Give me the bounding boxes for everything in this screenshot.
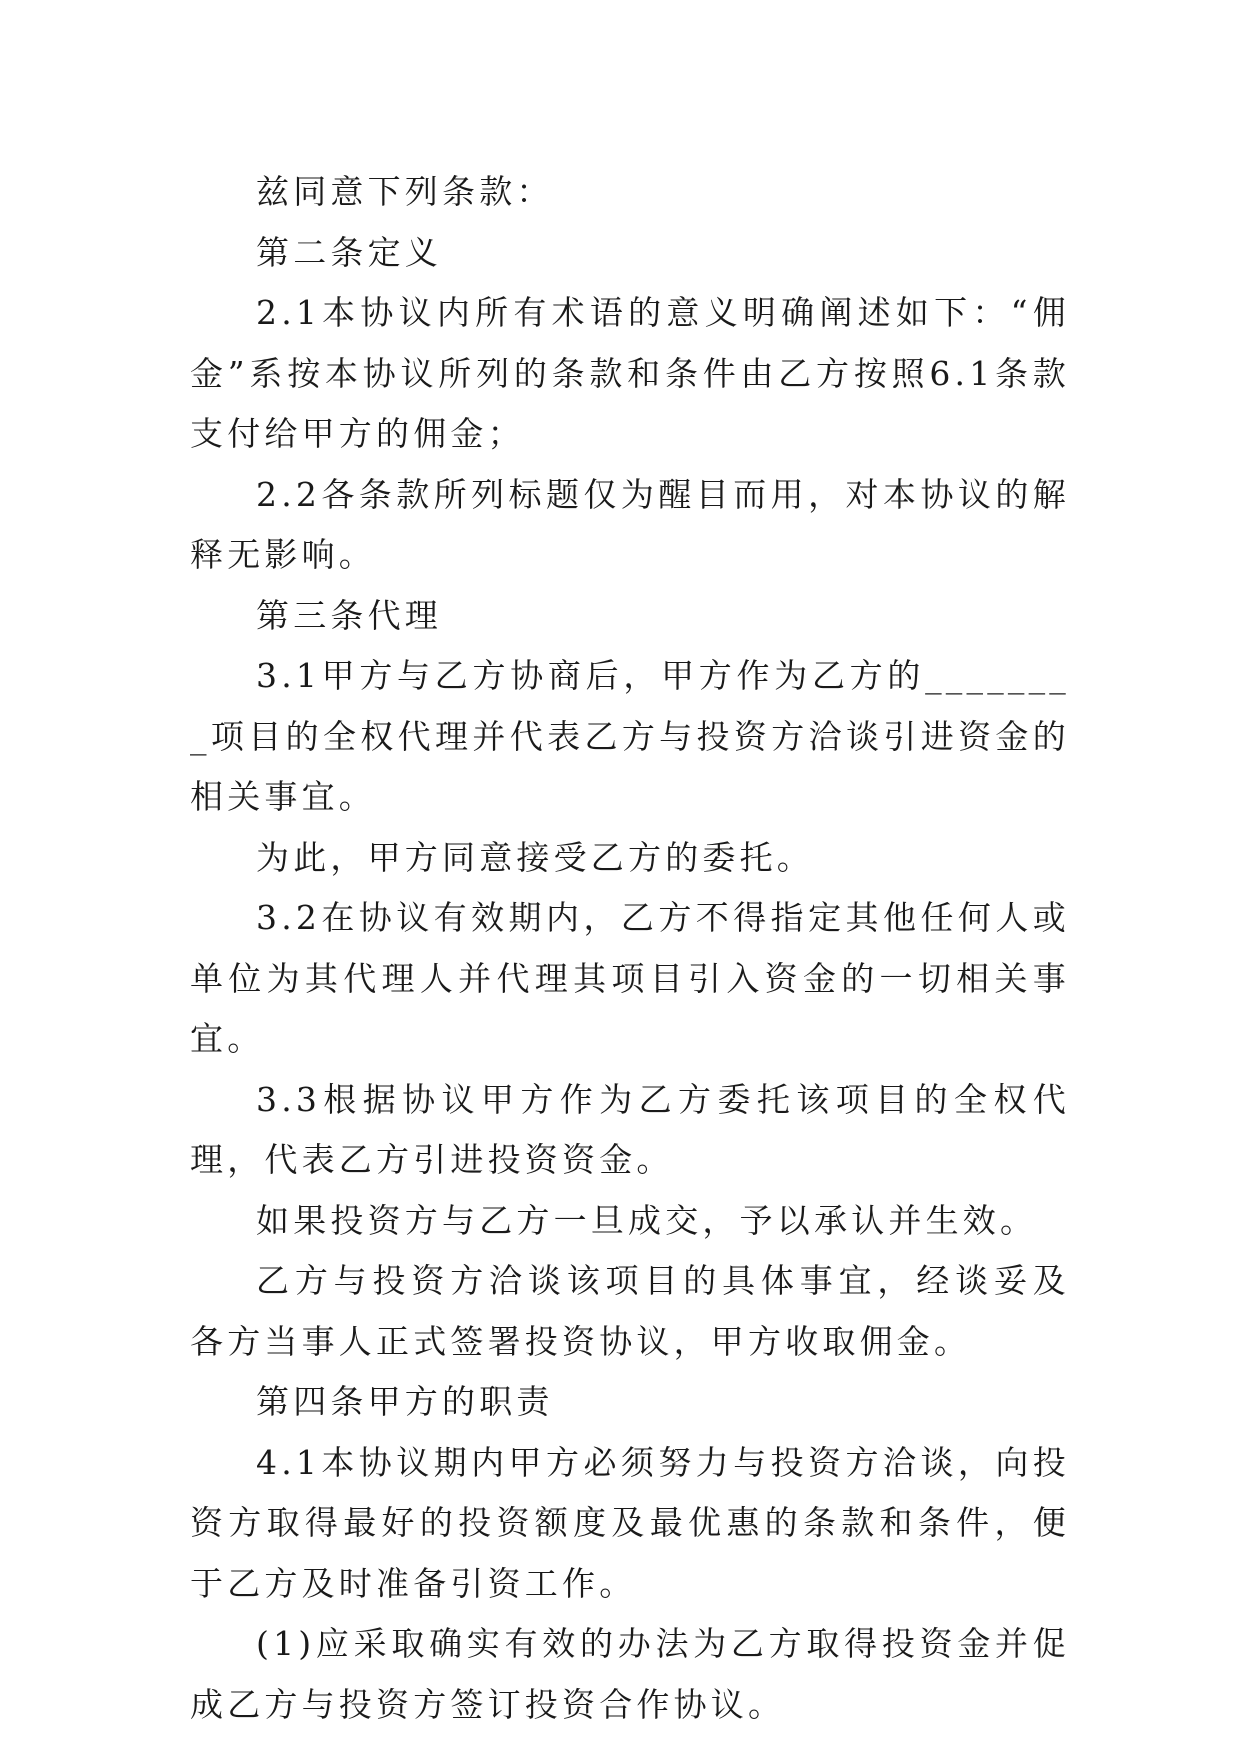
clause-3-1-note: 为此，甲方同意接受乙方的委托。 [256,837,814,877]
clause-4-1-item-1: (1)应采取确实有效的办法为乙方取得投资金并促成乙方与投资方签订投资合作协议。 [190,1624,1070,1724]
clause-4-1: 4.1本协议期内甲方必须努力与投资方洽谈，向投资方取得最好的投资额度及最优惠的条款和条件，便于乙方及时准备引资工作。 [190,1442,1070,1603]
clause-3-3-note-2: 乙方与投资方洽谈该项目的具体事宜，经谈妥及各方当事人正式签署投资协议，甲方收取佣金。 [190,1261,1070,1361]
clause-3-3: 3.3根据协议甲方作为乙方委托该项目的全权代理，代表乙方引进投资资金。 [190,1079,1070,1179]
paragraph-intro: 兹同意下列条款： [256,172,554,211]
heading-article-2: 第二条定义 [256,232,442,272]
clause-2-1: 2.1本协议内所有术语的意义明确阐述如下：“佣金”系按本协议所列的条款和条件由乙方按照6.1条款支付给甲方的佣金； [190,293,1070,453]
clause-3-3-note-1: 如果投资方与乙方一旦成交，予以承认并生效。 [256,1200,1038,1240]
document-body [190,162,1070,1735]
clause-3-1: 3.1甲方与乙方协商后，甲方作为乙方的________项目的全权代理并代表乙方与投资方洽谈引进资金的相关事宜。 [190,656,1070,816]
clause-2-2: 2.2各条款所列标题仅为醒目而用，对本协议的解释无影响。 [190,474,1070,574]
clause-3-2: 3.2在协议有效期内，乙方不得指定其他任何人或单位为其代理人并代理其项目引入资金的一切相关事宜。 [190,898,1070,1058]
heading-article-3: 第三条代理 [256,595,442,635]
heading-article-4: 第四条甲方的职责 [256,1382,554,1421]
